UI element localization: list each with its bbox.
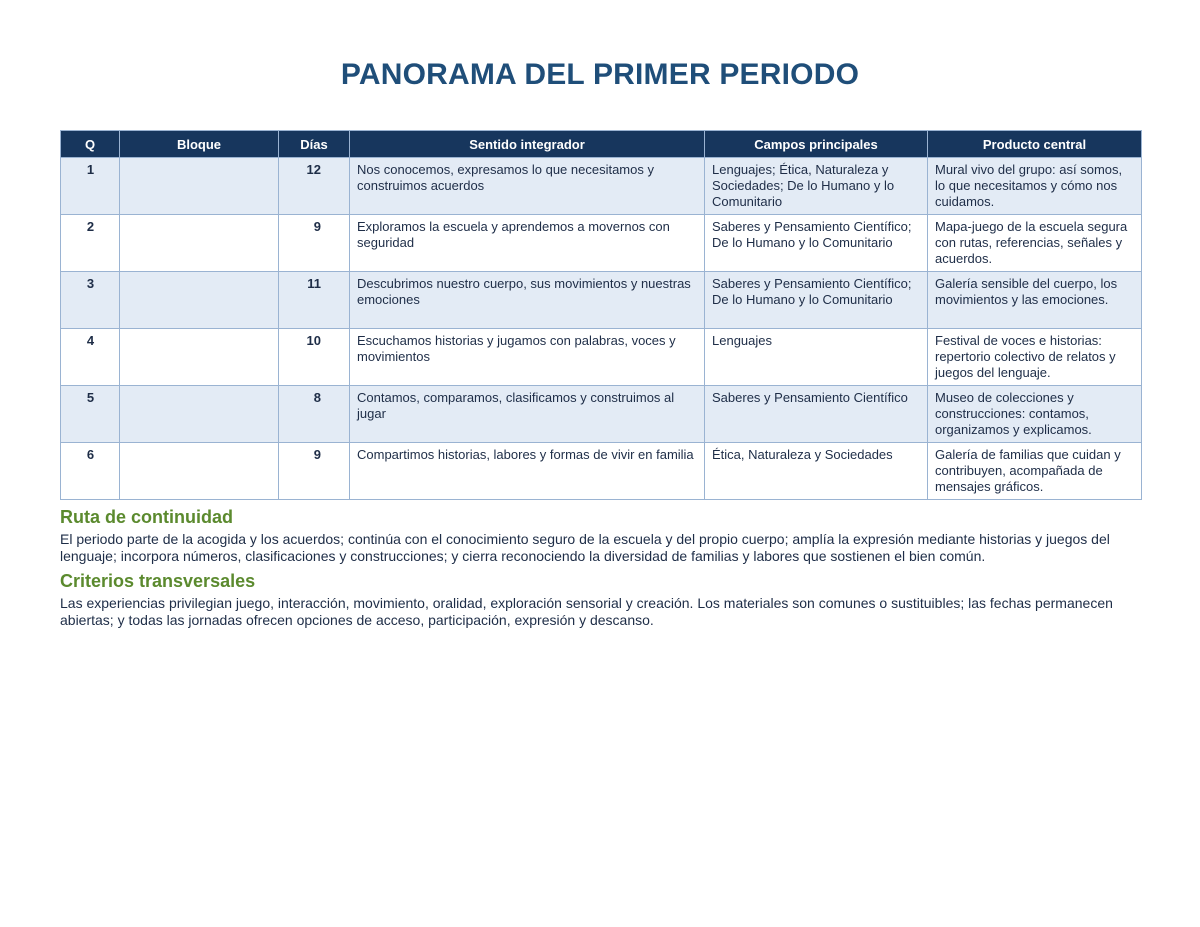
cell-producto: Festival de voces e historias: repertorio colectivo de relatos y juegos del lenguaje. — [928, 329, 1142, 386]
cell-q: 1 — [61, 158, 120, 215]
cell-bloque — [120, 443, 279, 500]
table-row — [61, 443, 1142, 500]
table-row — [61, 386, 1142, 443]
cell-campos: Saberes y Pensamiento Científico; De lo Humano y lo Comunitario — [705, 215, 928, 272]
table-row — [61, 158, 1142, 215]
cell-campos: Ética, Naturaleza y Sociedades — [705, 443, 928, 500]
cell-dias: 12 — [279, 158, 350, 215]
cell-bloque — [120, 329, 279, 386]
cell-producto: Mural vivo del grupo: así somos, lo que necesitamos y cómo nos cuidamos. — [928, 158, 1142, 215]
cell-sentido: Contamos, comparamos, clasificamos y construimos al jugar — [350, 386, 705, 443]
cell-producto: Galería sensible del cuerpo, los movimientos y las emociones. — [928, 272, 1142, 329]
cell-campos: Saberes y Pensamiento Científico; De lo Humano y lo Comunitario — [705, 272, 928, 329]
table-row — [61, 215, 1142, 272]
header-bloque: Bloque — [120, 131, 279, 158]
cell-sentido: Nos conocemos, expresamos lo que necesitamos y construimos acuerdos — [350, 158, 705, 215]
cell-bloque — [120, 215, 279, 272]
cell-sentido: Escuchamos historias y jugamos con palabras, voces y movimientos — [350, 329, 705, 386]
period-overview-table — [60, 130, 1142, 500]
cell-q: 4 — [61, 329, 120, 386]
cell-dias: 9 — [279, 443, 350, 500]
table-row — [61, 272, 1142, 329]
cell-q: 6 — [61, 443, 120, 500]
cell-sentido: Descubrimos nuestro cuerpo, sus movimientos y nuestras emociones — [350, 272, 705, 329]
header-q: Q — [61, 131, 120, 158]
cell-q: 5 — [61, 386, 120, 443]
cell-producto: Museo de colecciones y construcciones: contamos, organizamos y explicamos. — [928, 386, 1142, 443]
header-campos-principales: Campos principales — [705, 131, 928, 158]
cell-q: 3 — [61, 272, 120, 329]
cell-campos: Lenguajes; Ética, Naturaleza y Sociedades; De lo Humano y lo Comunitario — [705, 158, 928, 215]
cell-producto: Galería de familias que cuidan y contribuyen, acompañada de mensajes gráficos. — [928, 443, 1142, 500]
header-dias: Días — [279, 131, 350, 158]
cell-campos: Saberes y Pensamiento Científico — [705, 386, 928, 443]
ruta-paragraph: El periodo parte de la acogida y los acuerdos; continúa con el conocimiento seguro de la escuela y del propio cuerpo; amplía la expresión mediante historias y juegos del lenguaje; incorpora números, clasificaciones y construcciones; y cierra reconociendo la diversidad de familias y labores que sostienen el bien común. — [60, 531, 1110, 564]
cell-producto: Mapa-juego de la escuela segura con rutas, referencias, señales y acuerdos. — [928, 215, 1142, 272]
criterios-heading: Criterios transversales — [60, 571, 256, 591]
cell-q: 2 — [61, 215, 120, 272]
cell-bloque — [120, 158, 279, 215]
cell-campos: Lenguajes — [705, 329, 928, 386]
cell-bloque — [120, 386, 279, 443]
header-sentido-integrador: Sentido integrador — [350, 131, 705, 158]
page-title: PANORAMA DEL PRIMER PERIODO — [340, 58, 860, 91]
cell-sentido: Compartimos historias, labores y formas de vivir en familia — [350, 443, 705, 500]
cell-dias: 10 — [279, 329, 350, 386]
cell-dias: 8 — [279, 386, 350, 443]
cell-sentido: Exploramos la escuela y aprendemos a movernos con seguridad — [350, 215, 705, 272]
table-row — [61, 329, 1142, 386]
header-producto-central: Producto central — [928, 131, 1142, 158]
table-header-row — [61, 131, 1142, 158]
cell-dias: 9 — [279, 215, 350, 272]
cell-bloque — [120, 272, 279, 329]
criterios-paragraph: Las experiencias privilegian juego, interacción, movimiento, oralidad, exploración sensorial y creación. Los materiales son comunes o sustituibles; las fechas permanecen abiertas; y todas las jornadas ofrecen opciones de acceso, participación, expresión y descanso. — [60, 595, 1113, 628]
cell-dias: 11 — [279, 272, 350, 329]
ruta-heading: Ruta de continuidad — [60, 507, 233, 527]
